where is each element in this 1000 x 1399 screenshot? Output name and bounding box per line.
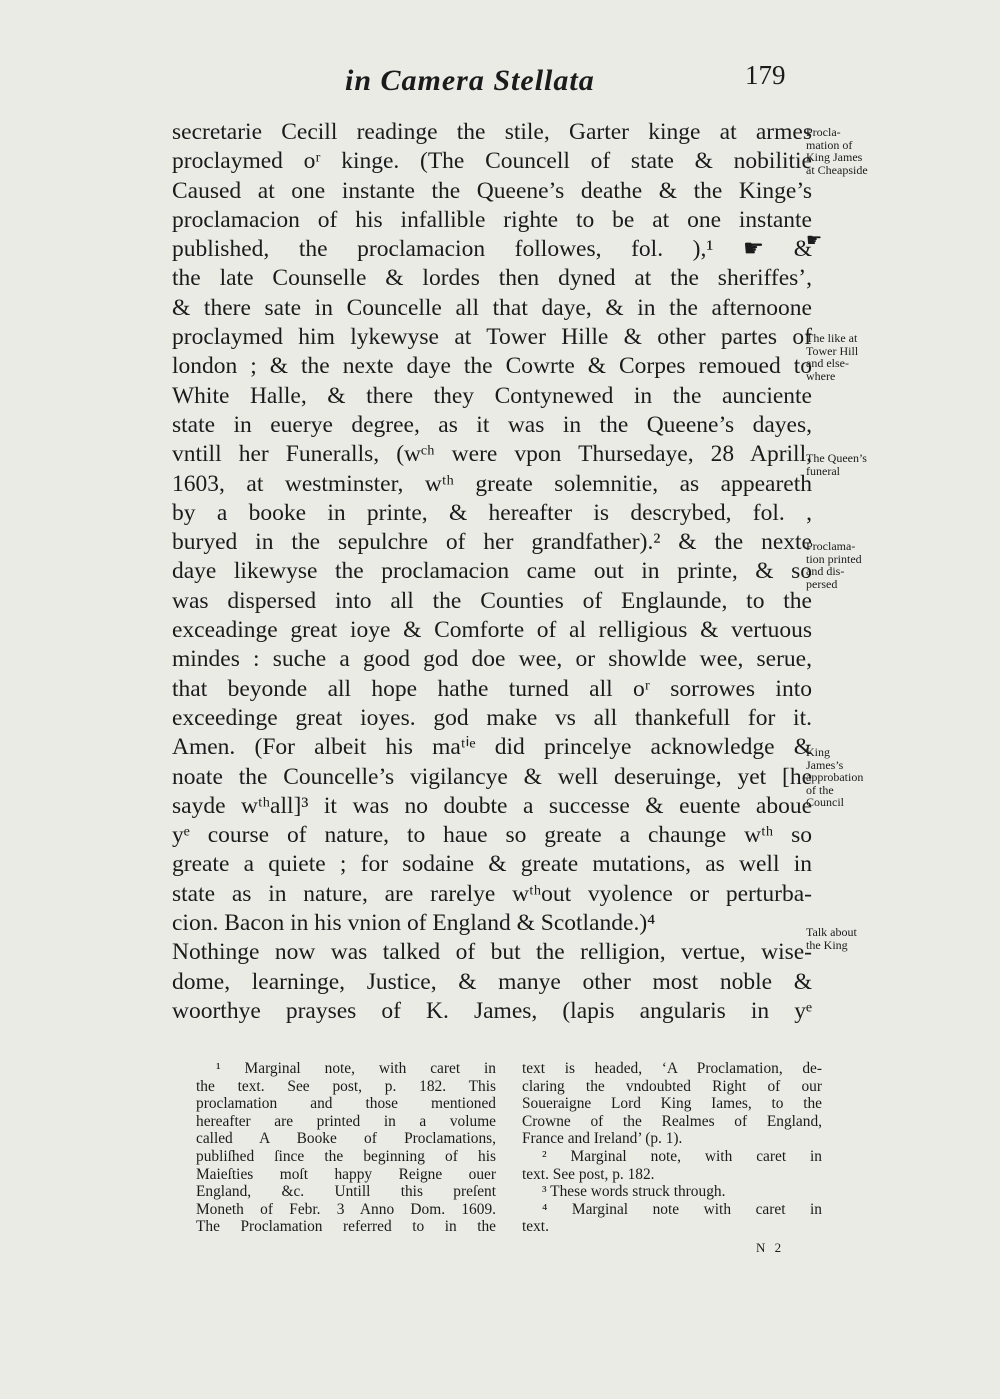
page-number: 179 bbox=[745, 60, 786, 90]
pointing-hand-icon: ☛ bbox=[806, 230, 823, 250]
footnote-line: Soueraigne Lord King Iames, to the bbox=[522, 1095, 822, 1113]
footnote-line: proclamation and those mentioned bbox=[196, 1095, 496, 1113]
text-line: Caused at one instante the Queene’s deathe & the Kinge’s bbox=[172, 177, 812, 204]
text-line: exceedinge great ioyes. god make vs all thankefull for it. bbox=[172, 704, 812, 731]
text-line: was dispersed into all the Counties of Englaunde, to the bbox=[172, 587, 812, 614]
text-line: exceadinge great ioye & Comforte of al relligious & vertuous bbox=[172, 617, 812, 644]
main-text bbox=[172, 118, 812, 1026]
margin-note-proclamation-printed: Proclama- tion printed and dis- persed bbox=[806, 539, 862, 591]
text-line: Nothinge now was talked of but the relligion, vertue, wise- bbox=[172, 939, 812, 966]
text-line: proclaymed him lykewyse at Tower Hille & other partes of bbox=[172, 324, 812, 351]
text-line: buryed in the sepulchre of her grandfather).² & the nexte bbox=[172, 529, 812, 556]
text-line: & there sate in Councelle all that daye, & in the afternoone bbox=[172, 294, 812, 321]
footnote-line: ⁴ Marginal note with caret in bbox=[542, 1200, 822, 1218]
footnote-line: England, &c. Untill this preſent bbox=[196, 1183, 496, 1201]
text-line: published, the proclamacion followes, fol. ),¹ ☛ & bbox=[172, 236, 812, 263]
text-line: by a booke in printe, & hereafter is descrybed, fol. , bbox=[172, 499, 812, 526]
footnotes-left-column bbox=[196, 1060, 496, 1236]
footnote-line: text. bbox=[522, 1218, 549, 1236]
margin-note-approbation: King James’s approbation of the Council bbox=[806, 745, 864, 809]
text-line: vntill her Funeralls, (wᶜʰ were vpon Thursedaye, 28 Aprill, bbox=[172, 441, 812, 468]
footnote-line: ² Marginal note, with caret in bbox=[542, 1147, 822, 1165]
margin-note-queens-funeral: The Queen’s funeral bbox=[806, 451, 867, 478]
text-line: sayde wᵗʰall]³ it was no doubte a successe & euente aboue bbox=[172, 792, 812, 819]
text-line: Amen. (For albeit his maᵗⁱᵉ did princelye acknowledge & bbox=[172, 734, 812, 761]
signature-mark: N 2 bbox=[756, 1240, 785, 1255]
footnote-line: ¹ Marginal note, with caret in bbox=[216, 1060, 496, 1077]
footnote-line: hereafter are printed in a volume bbox=[196, 1112, 496, 1130]
footnote-line: claring the vndoubted Right of our bbox=[522, 1077, 822, 1095]
footnote-line: called A Booke of Proclamations, bbox=[196, 1130, 496, 1148]
text-line: london ; & the nexte daye the Cowrte & Corpes remoued to bbox=[172, 353, 812, 380]
margin-note-tower-hill: The like at Tower Hill and else- where bbox=[806, 331, 859, 383]
text-line: woorthye prayses of K. James, (lapis angularis in yᵉ bbox=[172, 997, 812, 1024]
text-line: the late Counselle & lordes then dyned at the sheriffes’, bbox=[172, 265, 812, 292]
footnote-line: the text. See post, p. 182. This bbox=[196, 1077, 496, 1095]
text-line: greate a quiete ; for sodaine & greate mutations, as well in bbox=[172, 851, 812, 878]
footnote-line: publiſhed ſince the beginning of his bbox=[196, 1147, 496, 1165]
footnote-line: Moneth of Febr. 3 Anno Dom. 1609. bbox=[196, 1200, 496, 1218]
margin-note-proclamation: Procla- mation of King James at Cheapside bbox=[806, 125, 868, 177]
footnote-line: Crowne of the Realmes of England, bbox=[522, 1112, 822, 1130]
footnotes-right-column bbox=[522, 1060, 822, 1236]
text-line: yᵉ course of nature, to haue so greate a chaunge wᵗʰ so bbox=[172, 822, 812, 849]
text-line: dome, learninge, Justice, & manye other most noble & bbox=[172, 968, 812, 995]
text-line: that beyonde all hope hathe turned all oʳ sorrowes into bbox=[172, 675, 812, 702]
text-line: 1603, at westminster, wᵗʰ greate solemnitie, as appeareth bbox=[172, 470, 812, 497]
running-title: in Camera Stellata bbox=[345, 64, 595, 97]
text-line: state as in nature, are rarelye wᵗʰout vyolence or perturba- bbox=[172, 880, 812, 907]
footnote-line: Maieſties moſt happy Reigne ouer bbox=[196, 1165, 496, 1183]
footnote-line: The Proclamation referred to in the bbox=[196, 1218, 496, 1236]
text-line: White Halle, & there they Contynewed in the aunciente bbox=[172, 382, 812, 409]
margin-note-talk-about-king: Talk about the King bbox=[806, 925, 857, 952]
text-line: mindes : suche a good god doe wee, or showlde wee, serue, bbox=[172, 646, 812, 673]
footnote-line: France and Ireland’ (p. 1). bbox=[522, 1130, 683, 1148]
text-line: cion. Bacon in his vnion of England & Scotlande.)⁴ bbox=[172, 910, 656, 937]
footnote-line: ³ These words struck through. bbox=[542, 1183, 726, 1201]
text-line: secretarie Cecill readinge the stile, Garter kinge at armes bbox=[172, 119, 812, 145]
text-line: noate the Councelle’s vigilancye & well deseruinge, yet [he bbox=[172, 763, 812, 790]
text-line: state in euerye degree, as it was in the Queene’s dayes, bbox=[172, 411, 812, 438]
text-line: proclamacion of his infallible righte to be at one instante bbox=[172, 206, 812, 233]
text-line: proclaymed oʳ kinge. (The Councell of state & nobilitie bbox=[172, 148, 812, 175]
text-line: daye likewyse the proclamacion came out in printe, & so bbox=[172, 558, 812, 585]
footnote-line: text is headed, ‘A Proclamation, de- bbox=[522, 1060, 822, 1077]
footnote-line: text. See post, p. 182. bbox=[522, 1165, 655, 1183]
